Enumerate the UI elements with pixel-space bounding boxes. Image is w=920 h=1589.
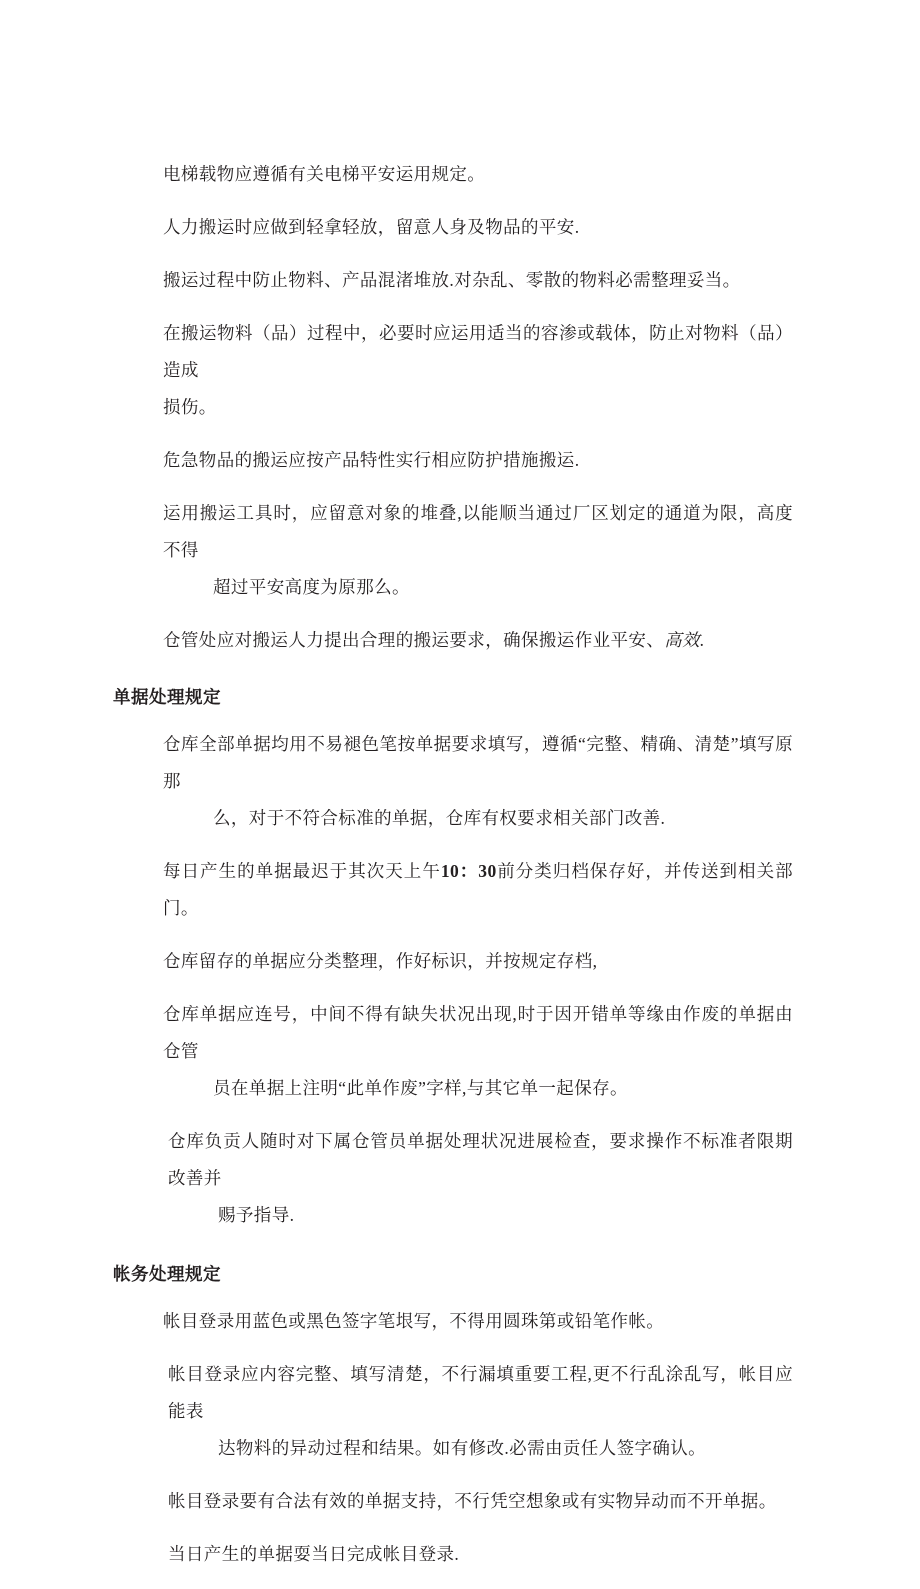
paragraph-continuation: 么，对于不符合标准的单据，仓库有权要求相关部门改善. — [213, 808, 666, 828]
paragraph-use-containers — [113, 315, 793, 426]
paragraph-supervisor-inspection — [113, 1123, 793, 1234]
paragraph-text: 电梯载物应遵循有关电梯平安运用规定。 — [163, 164, 486, 184]
paragraph-hazardous-goods — [113, 442, 793, 479]
paragraph-continuation: 损伤。 — [163, 397, 217, 417]
paragraph-fill-documents — [113, 726, 793, 837]
paragraph-continuation: 达物料的异动过程和结果。如有修改.必需由贡任人签字确认。 — [218, 1438, 707, 1458]
paragraph-text: 每日产生的单据最迟于其次天上午 — [163, 861, 441, 881]
paragraph-manual-handling — [113, 209, 793, 246]
paragraph-continuation: 员在单据上注明“此单作废”字样,与其它单一起保存。 — [213, 1078, 628, 1098]
paragraph-stacking-height — [113, 495, 793, 606]
paragraph-text: 危急物品的搬运应按产品特性实行相应防护措施搬运. — [163, 450, 580, 470]
heading-documents-section: 单据处理规定 — [113, 687, 221, 707]
paragraph-continuation: 超过平安高度为原那么。 — [213, 577, 410, 597]
paragraph-text-emphasis: 10：30 — [440, 861, 497, 881]
paragraph-text-emphasis: 高效. — [664, 630, 705, 650]
paragraph-pen-requirements — [113, 1303, 793, 1340]
paragraph-text: 人力搬运时应做到轻拿轻放，留意人身及物品的平安. — [163, 217, 580, 237]
paragraph-text: 在搬运物料（品）过程中，必要时应运用适当的容渗或载体，防止对物料（品）造成 — [163, 323, 793, 380]
paragraph-sort-and-archive — [113, 943, 793, 980]
paragraph-serial-numbers — [113, 996, 793, 1107]
paragraph-elevator-loading — [113, 156, 793, 193]
paragraph-text: 仓库全部单据均用不易褪色笔按单据要求填写，遵循“完整、精确、清楚”填写原那 — [163, 734, 793, 791]
paragraph-text: 运用搬运工具时，应留意对象的堆叠,以能顺当通过厂区划定的通道为限，高度不得 — [163, 503, 793, 560]
paragraph-text: 仓库单据应连号，中间不得有缺失状况出现,时于因开错单等缘由作废的单据由仓管 — [163, 1004, 793, 1061]
paragraph-valid-documents — [113, 1483, 793, 1520]
paragraph-text: 搬运过程中防止物料、产品混渚堆放.对杂乱、零散的物料必需整理妥当。 — [163, 270, 741, 290]
paragraph-text: 帐目登录用蓝色或黑色签字笔垠写，不得用圆珠第或铅笔作帐。 — [163, 1311, 665, 1331]
paragraph-entry-completeness — [113, 1356, 793, 1467]
paragraph-text-tail: 前分类归档保存好，并传送到相关部门。 — [163, 861, 793, 918]
paragraph-text: 帐目登录要有合法有效的单据支持，不行凭空想象或有实物异动而不开单据。 — [168, 1491, 777, 1511]
paragraph-same-day-entry — [113, 1536, 793, 1573]
paragraph-text: 帐目登录应内容完整、填写清楚，不行漏填重要工程,更不行乱涂乱写，帐目应能表 — [168, 1364, 793, 1421]
paragraph-text: 仓管处应对搬运人力提出合理的搬运要求，确保搬运作业平安、 — [163, 630, 665, 650]
paragraph-daily-filing — [113, 853, 793, 927]
paragraph-text: 仓库留存的单据应分类整理，作好标识，并按规定存档, — [163, 951, 598, 971]
paragraph-continuation: 赐予指导. — [218, 1205, 295, 1225]
document-body — [113, 156, 793, 1589]
paragraph-text: 当日产生的单据耍当日完成帐目登录. — [168, 1544, 460, 1564]
paragraph-no-mixed-stacking — [113, 262, 793, 299]
heading-accounting-section: 帐务处理规定 — [113, 1264, 221, 1284]
paragraph-text: 仓库负贡人随时对下属仓管员单据处理状况进展检查，要求操作不标准者限期改善并 — [168, 1131, 793, 1188]
paragraph-warehouse-requirements — [113, 622, 793, 659]
